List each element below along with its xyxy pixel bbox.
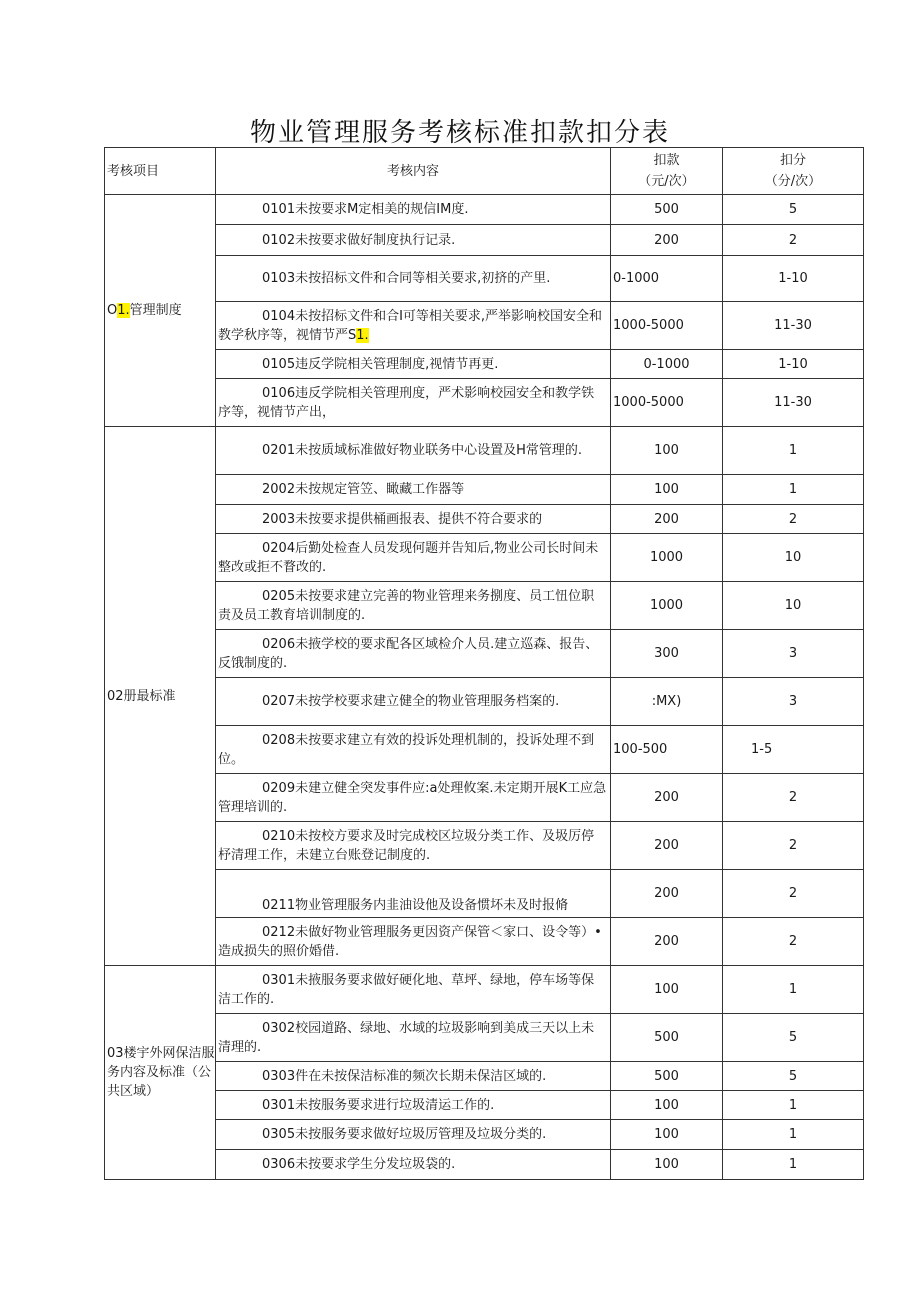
row-points: 1 xyxy=(723,1091,864,1120)
assessment-table xyxy=(104,147,864,1180)
row-content: 0206未掖学校的要求配各区域检介人员.建立巡森、报告、反饿制度的. xyxy=(216,630,611,678)
row-points: 5 xyxy=(723,195,864,225)
row-money: 200 xyxy=(611,505,723,534)
table-row xyxy=(105,1091,864,1120)
category-01-prefix: O xyxy=(107,303,118,318)
category-02: 02册最标准 xyxy=(105,427,216,966)
row-money: 1000-5000 xyxy=(611,302,723,350)
header-deduct-money xyxy=(611,148,723,195)
header-row xyxy=(105,148,864,195)
table-row xyxy=(105,774,864,822)
row-money: 100-500 xyxy=(611,726,723,774)
row-points: 11-30 xyxy=(723,302,864,350)
table-row xyxy=(105,505,864,534)
table-row xyxy=(105,302,864,350)
row-content xyxy=(216,302,611,350)
row-money: 1000 xyxy=(611,534,723,582)
category-01-highlight: 1. xyxy=(117,303,130,318)
table-row xyxy=(105,582,864,630)
row-content: 0207未按学校要求建立健全的物业管理服务档案的. xyxy=(216,678,611,726)
table-row xyxy=(105,1120,864,1150)
row-points: 3 xyxy=(723,678,864,726)
row-money: 100 xyxy=(611,475,723,505)
page-title: 物业管理服务考核标准扣款扣分表 xyxy=(249,118,670,148)
row-points: 5 xyxy=(723,1062,864,1091)
table-row xyxy=(105,630,864,678)
row-content: 2003未按要求提供桶画报表、提供不符合要求的 xyxy=(216,505,611,534)
row-money: 500 xyxy=(611,1014,723,1062)
header-deduct-money-label: 扣款 xyxy=(653,153,680,168)
table-row xyxy=(105,350,864,379)
table-row xyxy=(105,195,864,225)
row-money: 200 xyxy=(611,774,723,822)
row-points: 5 xyxy=(723,1014,864,1062)
row-content-text: 0104未按招标文件和合I可等相关要求,严举影响校国安全和教学秋序等，视情节严S xyxy=(218,308,603,343)
row-money: 1000-5000 xyxy=(611,379,723,427)
row-content: 0106违反学院相关管理刑度，严术影响校园安全和教学铁序等，视情节产出， xyxy=(216,379,611,427)
row-content: 0301未按服务要求进行垃圾清运工作的. xyxy=(216,1091,611,1120)
table-row xyxy=(105,966,864,1014)
row-points: 1-5 xyxy=(723,726,864,774)
row-points: 1 xyxy=(723,1120,864,1150)
header-deduct-points-unit: （分/次） xyxy=(764,174,822,189)
row-content-highlight: 1. xyxy=(356,327,369,343)
row-points: 10 xyxy=(723,582,864,630)
table-row xyxy=(105,379,864,427)
row-money: 1000 xyxy=(611,582,723,630)
row-content: 0301未掖服务要求做好硬化地、草坪、绿地，停车场等保洁工作的. xyxy=(216,966,611,1014)
row-money: 100 xyxy=(611,427,723,475)
row-content: 0103未按招标文件和合同等相关要求,初挤的产里. xyxy=(216,256,611,302)
row-points: 2 xyxy=(723,822,864,870)
row-content: 0306未按要求学生分发垃圾袋的. xyxy=(216,1150,611,1180)
row-money: 200 xyxy=(611,225,723,256)
table-row xyxy=(105,870,864,918)
table-row xyxy=(105,1014,864,1062)
row-money: 100 xyxy=(611,1120,723,1150)
row-content: 0105违反学院相关管理制度,视情节再更. xyxy=(216,350,611,379)
row-points: 1 xyxy=(723,427,864,475)
row-content: 0204后勤处检查人员发现何题并告知后,物业公司长时间未整改或拒不瞀改的. xyxy=(216,534,611,582)
category-01 xyxy=(105,195,216,427)
row-content: 0212未做好物业管理服务更因资产保管＜家口、设令等）•造成损失的照价婚借. xyxy=(216,918,611,966)
table-row xyxy=(105,225,864,256)
header-item: 考核项目 xyxy=(105,148,216,195)
row-money: 100 xyxy=(611,1150,723,1180)
row-money: 100 xyxy=(611,966,723,1014)
row-content: 0101未按要求M定相美的规信IM度. xyxy=(216,195,611,225)
table-row xyxy=(105,475,864,505)
row-money: 200 xyxy=(611,822,723,870)
row-money: 500 xyxy=(611,1062,723,1091)
row-points: 1 xyxy=(723,966,864,1014)
category-01-label: 管理制度 xyxy=(129,303,182,318)
table-row xyxy=(105,1150,864,1180)
table-row xyxy=(105,918,864,966)
row-content: 0205未按要求建立完善的物业管理来务捌度、员工忸位职责及员工教育培训制度的. xyxy=(216,582,611,630)
table-row xyxy=(105,726,864,774)
table-row xyxy=(105,678,864,726)
row-points: 1 xyxy=(723,1150,864,1180)
row-money: 200 xyxy=(611,918,723,966)
row-points: 1-10 xyxy=(723,256,864,302)
row-money: 0-1000 xyxy=(611,256,723,302)
header-deduct-points-label: 扣分 xyxy=(779,153,806,168)
table-row xyxy=(105,534,864,582)
row-content: 0211物业管理服务内韭油设他及设备惯坏未及时报脩 xyxy=(216,870,611,918)
row-content: 0201未按质域标准做好物业联务中心设置及H常管理的. xyxy=(216,427,611,475)
row-content: 0208未按要求建立有效的投诉处理机制的，投诉处理不到位。 xyxy=(216,726,611,774)
table-row xyxy=(105,822,864,870)
row-money: :MX) xyxy=(611,678,723,726)
row-points: 2 xyxy=(723,774,864,822)
table-row xyxy=(105,427,864,475)
category-03: 03楼宇外网保洁服务内容及标准（公共区域） xyxy=(105,966,216,1180)
row-money: 200 xyxy=(611,870,723,918)
row-money: 0-1000 xyxy=(611,350,723,379)
row-money: 100 xyxy=(611,1091,723,1120)
row-points: 2 xyxy=(723,225,864,256)
table-row xyxy=(105,256,864,302)
row-points: 1 xyxy=(723,475,864,505)
table-row xyxy=(105,1062,864,1091)
header-content: 考核内容 xyxy=(216,148,611,195)
row-money: 500 xyxy=(611,195,723,225)
row-money: 300 xyxy=(611,630,723,678)
row-points: 10 xyxy=(723,534,864,582)
row-content: 2002未按规定管笠、瞰藏工作器等 xyxy=(216,475,611,505)
row-content: 0209未建立健全突发事件应:a处理攸案.未定期开展K工应急管理培训的. xyxy=(216,774,611,822)
row-content: 0305未按服务要求做好垃圾厉管理及垃圾分类的. xyxy=(216,1120,611,1150)
row-content: 0302校园道路、绿地、水域的垃圾影响到美成三天以上未清理的. xyxy=(216,1014,611,1062)
row-points: 3 xyxy=(723,630,864,678)
row-content: 0303件在未按保洁标准的频次长期未保洁区域的. xyxy=(216,1062,611,1091)
row-points: 2 xyxy=(723,870,864,918)
header-deduct-money-unit: （元/次） xyxy=(638,174,695,189)
row-points: 2 xyxy=(723,505,864,534)
header-deduct-points xyxy=(723,148,864,195)
row-points: 11-30 xyxy=(723,379,864,427)
row-points: 1-10 xyxy=(723,350,864,379)
row-content: 0210未按校方要求及时完成校区垃圾分类工作、及圾厉停杼清理工作，未建立台账登记制度的. xyxy=(216,822,611,870)
row-content: 0102未按要求做好制度执行记录. xyxy=(216,225,611,256)
row-points: 2 xyxy=(723,918,864,966)
